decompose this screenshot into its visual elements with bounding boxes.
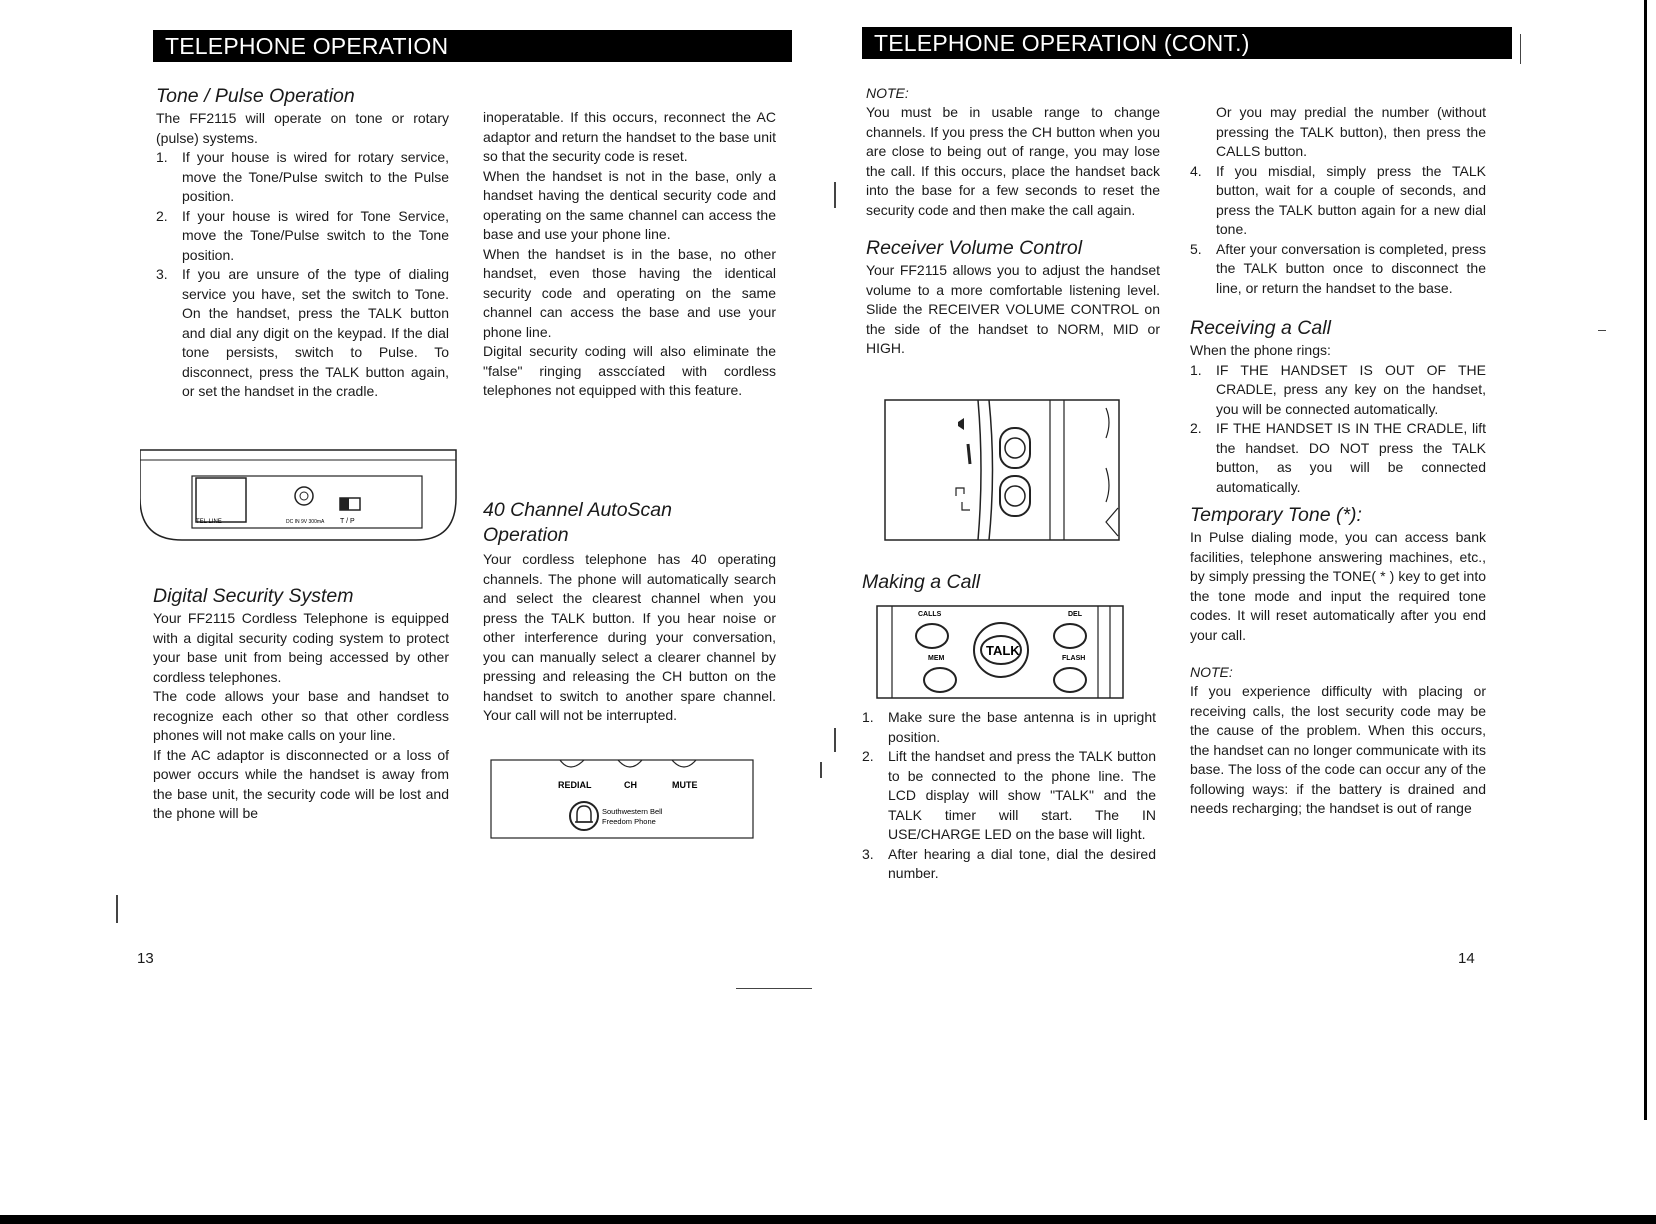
list-item — [862, 845, 1156, 884]
step-text: Lift the handset and press the TALK button to be connected to the phone line. The LCD display will show "TALK" and the TALK timer will start. The IN USE/CHARGE LED on the base will light. — [888, 748, 1156, 842]
calls-label: CALLS — [918, 611, 942, 618]
list-item — [156, 265, 449, 402]
list-item — [862, 708, 1156, 747]
step-text: If your house is wired for Tone Service, move the Tone/Pulse switch to the Tone position. — [182, 207, 449, 263]
step-text: If your house is wired for rotary service, move the Tone/Pulse switch to the Pulse position. — [182, 149, 449, 204]
list-item — [1190, 419, 1486, 497]
column-2 — [483, 108, 776, 401]
security-continued-2: When the handset is not in the base, only a handset having the dentical security code and operating on the same channel can access the base and use your phone line. — [483, 167, 776, 242]
security-paragraph-2: The code allows your base and handset to recognize each other so that other cordless phones will not make calls on your line. — [153, 688, 449, 743]
column-4 — [1190, 103, 1486, 819]
note-2-heading: NOTE: — [1190, 664, 1233, 680]
step-text: IF THE HANDSET IS IN THE CRADLE, lift the handset. DO NOT press the TALK button, as you will be connected automatically. — [1216, 420, 1486, 495]
making-call-heading-wrap — [862, 570, 1156, 595]
step-number: 2. — [862, 748, 874, 764]
tone-pulse-heading: Tone / Pulse Operation — [156, 85, 355, 107]
bottom-scan-bar — [0, 1215, 1656, 1224]
making-call-steps-wrap — [862, 708, 1156, 884]
tone-steps — [156, 148, 449, 402]
list-item — [1190, 361, 1486, 420]
security-section — [153, 584, 449, 824]
making-call-steps — [862, 708, 1156, 884]
list-item — [156, 148, 449, 207]
step-text: Make sure the base antenna is in upright position. — [888, 709, 1156, 745]
note-2-paragraph: If you experience difficulty with placing or receiving calls, the lost security code may be the cause of the problem. When this occurs, the handset can no longer communicate with its base. The loss of the code can occur any of the following ways: if the battery is drained and needs recharging; the handset is out of range — [1190, 683, 1486, 816]
step-text: If you misdial, simply press the TALK button, wait for a couple of seconds, and press the TALK button again for a new dial tone. — [1216, 162, 1486, 237]
step-text: If you are unsure of the type of dialing service you have, set the switch to Tone. On the handset, press the TALK button and dial any digit on the keypad. If the dial tone persists, switch to Pulse. To disconnect, press the TALK button again, or set the handset in the cradle. — [182, 266, 449, 399]
temporary-tone-heading: Temporary Tone (*): — [1190, 504, 1362, 526]
autoscan-heading-line-2: Operation — [483, 524, 569, 546]
note-heading: NOTE: — [866, 85, 909, 101]
mute-label: MUTE — [672, 780, 698, 790]
talk-key-label: TALK — [986, 643, 1020, 658]
step-number: 3. — [156, 266, 168, 282]
step-number: 4. — [1190, 162, 1202, 179]
mem-label: MEM — [928, 655, 945, 662]
ch-label: CH — [624, 780, 637, 790]
del-label: DEL — [1068, 611, 1082, 618]
making-call-heading: Making a Call — [862, 571, 981, 593]
column-3 — [866, 84, 1160, 359]
security-heading: Digital Security System — [153, 585, 354, 607]
scan-mark — [820, 762, 822, 778]
list-item — [1190, 240, 1486, 299]
base-label-line: TEL LINE — [196, 519, 222, 525]
scan-mark — [834, 728, 836, 752]
step-number: 2. — [1190, 420, 1202, 436]
making-call-steps-continued — [1190, 162, 1486, 299]
list-item — [862, 747, 1156, 845]
base-label-dc: DC IN 9V 300mA — [286, 519, 325, 525]
step-text: After your conversation is completed, press the TALK button once to disconnect the line, or return the handset to the base. — [1216, 240, 1486, 296]
flash-label: FLASH — [1062, 655, 1086, 662]
security-paragraph-1: Your FF2115 Cordless Telephone is equipped with a digital security coding system to protect your base unit from being accessed by other cordless telephones. — [153, 610, 449, 685]
redial-label: REDIAL — [558, 780, 592, 790]
autoscan-paragraph: Your cordless telephone has 40 operating channels. The phone will automatically search and select the clearest channel when you press the TALK button. If you hear noise or other interference during your conversation, you can manually select a clearer channel by pressing and releasing the CH button on the handset to switch to another spare channel. Your call will not be interrupted. — [483, 551, 776, 723]
scan-mark — [736, 988, 812, 989]
step-text: IF THE HANDSET IS OUT OF THE CRADLE, press any key on the handset, you will be connected automatically. — [1216, 361, 1486, 417]
note-paragraph: You must be in usable range to change channels. If you press the CH button when you are close to being out of range, you may lose the call. If this occurs, place the handset back into the base for a few seconds to reset the security code and then make the call again. — [866, 104, 1160, 218]
step-number: 5. — [1190, 240, 1202, 257]
security-continued-3: When the handset is in the base, no other handset, even those having the identical security code and operating on the same channel can access the base and use your phone line. — [483, 245, 776, 340]
security-paragraph-3: If the AC adaptor is disconnected or a loss of power occurs while the handset is away from the base unit, the security code will be lost and the phone will be — [153, 746, 449, 821]
redial-ch-mute-figure — [490, 758, 756, 842]
receiving-steps — [1190, 361, 1486, 498]
autoscan-heading-line-1: 40 Channel AutoScan — [483, 499, 673, 521]
receiver-volume-figure — [884, 398, 1122, 542]
receiver-volume-paragraph: Your FF2115 allows you to adjust the handset volume to a more comfortable listening level. Slide the RECEIVER VOLUME CONTROL on the side of the handset to NORM, MID or HIGH. — [866, 262, 1160, 356]
base-unit-panel-figure — [140, 448, 458, 544]
right-page-header: TELEPHONE OPERATION (CONT.) — [862, 27, 1512, 59]
tone-intro: The FF2115 will operate on tone or rotary (pulse) systems. — [156, 110, 449, 146]
list-item — [156, 207, 449, 266]
receiving-intro: When the phone rings: — [1190, 342, 1331, 358]
scan-mark — [834, 182, 836, 208]
page-number-left: 13 — [137, 950, 154, 967]
step-number: 3. — [862, 845, 874, 862]
scan-mark — [116, 895, 118, 923]
scan-mark — [1520, 34, 1521, 64]
step-number: 1. — [156, 149, 168, 165]
autoscan-section — [483, 498, 776, 726]
left-page-header: TELEPHONE OPERATION — [153, 30, 792, 62]
list-item — [1190, 162, 1486, 240]
temporary-tone-paragraph: In Pulse dialing mode, you can access bank facilities, telephone answering machines, etc., by simply pressing the TONE( * ) key to get into the tone mode and input the required tone codes. It will reset automatically after you end your call. — [1190, 529, 1486, 643]
predial-paragraph: Or you may predial the number (without pressing the TALK button), then press the CALLS button. — [1216, 104, 1486, 159]
security-continued-4: Digital security coding will also eliminate the "false" ringing assccíated with cordless telephones not equipped with this feature. — [483, 343, 776, 398]
brand-line-2: Freedom Phone — [602, 817, 656, 826]
step-number: 1. — [862, 709, 874, 725]
page-number-right: 14 — [1458, 950, 1475, 967]
brand-line-1: Southwestern Bell — [602, 807, 663, 816]
receiving-call-heading: Receiving a Call — [1190, 317, 1331, 339]
step-text: After hearing a dial tone, dial the desired number. — [888, 845, 1156, 881]
right-edge-rule — [1644, 0, 1647, 1120]
talk-keypad-figure — [876, 604, 1126, 700]
security-continued-1: inoperatable. If this occurs, reconnect the AC adaptor and return the handset to the base unit so that the security code is reset. — [483, 109, 776, 164]
column-1 — [156, 84, 449, 402]
step-number: 1. — [1190, 361, 1202, 378]
receiver-volume-heading: Receiver Volume Control — [866, 237, 1083, 259]
step-number: 2. — [156, 207, 168, 224]
scan-mark — [1598, 330, 1606, 331]
base-label-tp: T / P — [340, 518, 355, 525]
